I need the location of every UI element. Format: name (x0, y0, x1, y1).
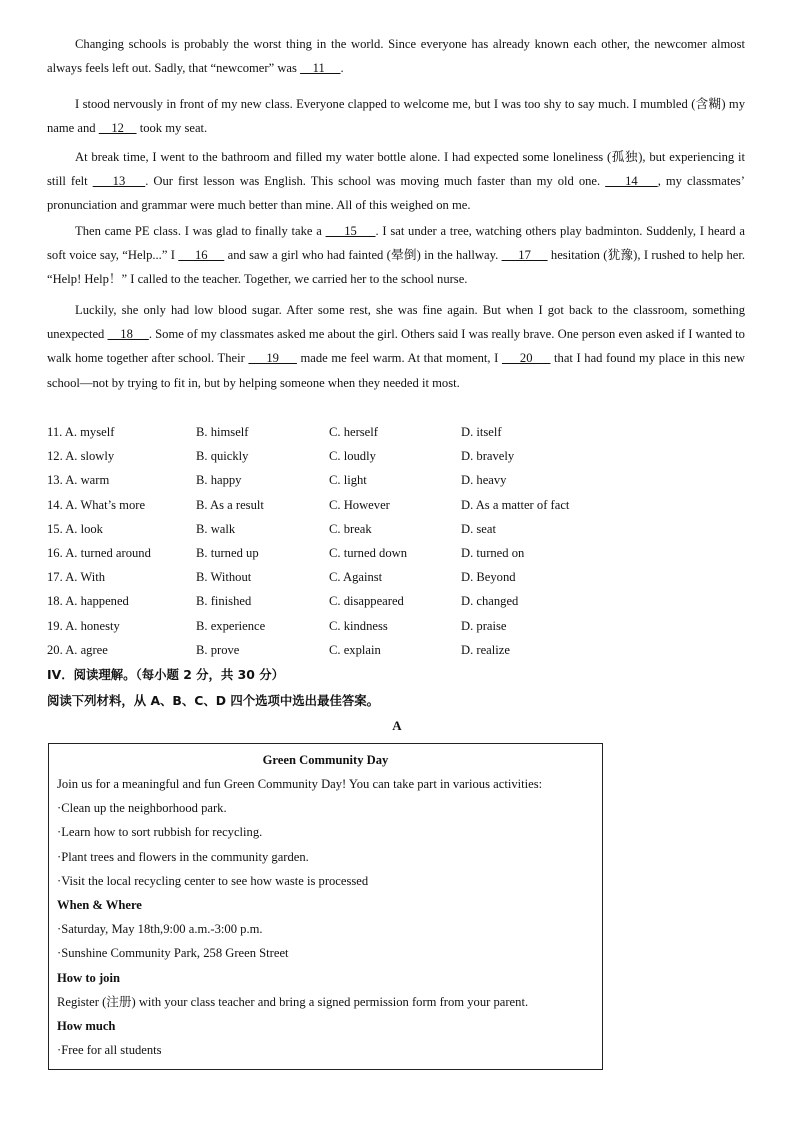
option-d: D. changed (461, 594, 519, 609)
paragraph-3: At break time, I went to the bathroom and filled my water bottle alone. I had expected some loneliness (孤独), but experiencing it still felt 13 . Our first lesson was English. This school was moving much faster than my old one. 14 , my classmates’ pronunciation and grammar were much better than mine. All of this weighed on me. (47, 150, 746, 213)
section-heading: IV．阅读理解。（每小题 2 分，共 30 分） (47, 667, 284, 682)
option-c: C. break (329, 521, 372, 536)
option-b: B. prove (196, 642, 240, 657)
option-row-19 (47, 614, 745, 638)
paragraph-1: Changing schools is probably the worst thing in the world. Since everyone has already known each other, the newcomer almost always feels left out. Sadly, that “newcomer” was 11 . (47, 37, 745, 76)
paragraph-5: Luckily, she only had low blood sugar. After some rest, she was fine again. But when I got back to the classroom, something unexpected 18 . Some of my classmates asked me about the girl. Others said I was really brave. One person even asked if I wanted to walk home together after school. Their 19 made me feel warm. At that moment, I 20 that I had found my place in this new school—not by trying to fit in, but by helping someone when they needed it most. (47, 303, 746, 390)
option-b: B. happy (196, 473, 242, 488)
activity-item: ·Clean up the neighborhood park. (57, 801, 227, 816)
option-a: 16. A. turned around (47, 545, 151, 560)
option-row-18 (47, 589, 745, 613)
activity-item: ·Plant trees and flowers in the community garden. (57, 849, 309, 864)
blank-17: 17 (501, 248, 548, 263)
option-a: 15. A. look (47, 521, 103, 536)
option-c: C. disappeared (329, 594, 404, 609)
option-a: 18. A. happened (47, 594, 129, 609)
option-row-14 (47, 493, 745, 517)
option-c: C. explain (329, 642, 381, 657)
when-where-heading: When & Where (57, 898, 142, 913)
option-c: C. kindness (329, 618, 388, 633)
option-c: C. Against (329, 570, 383, 585)
option-b: B. As a result (196, 497, 264, 512)
blank-11: 11 (300, 61, 341, 76)
blank-18: 18 (107, 327, 149, 342)
option-a: 19. A. honesty (47, 618, 120, 633)
paragraph-4: Then came PE class. I was glad to finally take a 15 . I sat under a tree, watching others play badminton. Suddenly, I heard a soft voice say, “Help...” I 16 and saw a girl who had fainted (晕倒) in the hallway. 17 hesitation (犹豫), I rushed to help her. “Help! Help！” I called to the teacher. Together, we carried her to the school nurse. (47, 224, 746, 287)
when-item: ·Saturday, May 18th,9:00 a.m.-3:00 p.m. (57, 922, 263, 937)
option-b: B. Without (196, 570, 252, 585)
option-c: C. However (329, 497, 390, 512)
passage-label: A (392, 718, 402, 733)
option-row-17 (47, 565, 745, 589)
blank-13: 13 (92, 174, 146, 189)
option-d: D. praise (461, 618, 507, 633)
option-d: D. itself (461, 425, 502, 439)
how-to-join-text: Register (注册) with your class teacher and bring a signed permission form from your parent. (57, 994, 529, 1009)
option-d: D. bravely (461, 449, 515, 464)
option-c: C. loudly (329, 449, 376, 464)
option-row-12 (47, 444, 745, 468)
option-row-13 (47, 468, 745, 492)
activity-item: ·Visit the local recycling center to see how waste is processed (57, 873, 369, 888)
blank-12: 12 (98, 121, 137, 136)
blank-19: 19 (248, 351, 297, 366)
notice-title: Green Community Day (262, 753, 389, 767)
option-d: D. Beyond (461, 570, 516, 585)
how-much-text: ·Free for all students (57, 1043, 162, 1058)
how-to-join-heading: How to join (57, 970, 120, 985)
option-b: B. turned up (196, 545, 259, 560)
notice-box (48, 743, 603, 1070)
blank-15: 15 (325, 224, 376, 238)
option-d: D. realize (461, 642, 510, 657)
option-a: 12. A. slowly (47, 449, 115, 464)
option-c: C. light (329, 473, 367, 488)
option-a: 11. A. myself (47, 425, 115, 439)
option-b: B. walk (196, 521, 236, 536)
how-much-heading: How much (57, 1019, 116, 1034)
blank-16: 16 (178, 248, 225, 263)
option-row-15 (47, 517, 745, 541)
option-d: D. turned on (461, 545, 525, 560)
option-c: C. turned down (329, 545, 408, 560)
option-d: D. heavy (461, 473, 507, 488)
option-row-11 (47, 420, 745, 444)
option-a: 20. A. agree (47, 642, 108, 657)
option-a: 14. A. What’s more (47, 497, 146, 512)
where-item: ·Sunshine Community Park, 258 Green Street (57, 946, 289, 961)
option-b: B. finished (196, 594, 252, 609)
option-d: D. As a matter of fact (461, 497, 570, 512)
option-b: B. himself (196, 425, 249, 439)
activity-item: ·Learn how to sort rubbish for recycling. (57, 825, 263, 840)
option-a: 13. A. warm (47, 473, 110, 488)
option-row-20 (47, 638, 745, 662)
option-d: D. seat (461, 521, 496, 536)
option-b: B. quickly (196, 449, 249, 464)
option-row-16 (47, 541, 745, 565)
notice-intro: Join us for a meaningful and fun Green Community Day! You can take part in various activities: (57, 777, 543, 791)
options-list (47, 420, 745, 662)
option-a: 17. A. With (47, 570, 106, 585)
section-instruction: 阅读下列材料，从 A、B、C、D 四个选项中选出最佳答案。 (47, 693, 380, 708)
option-b: B. experience (196, 618, 266, 633)
paragraph-2: I stood nervously in front of my new class. Everyone clapped to welcome me, but I was too shy to say much. I mumbled (含糊) my name and 12 took my seat. (47, 97, 745, 136)
blank-14: 14 (605, 174, 658, 189)
blank-20: 20 (501, 351, 551, 366)
option-c: C. herself (329, 425, 378, 439)
